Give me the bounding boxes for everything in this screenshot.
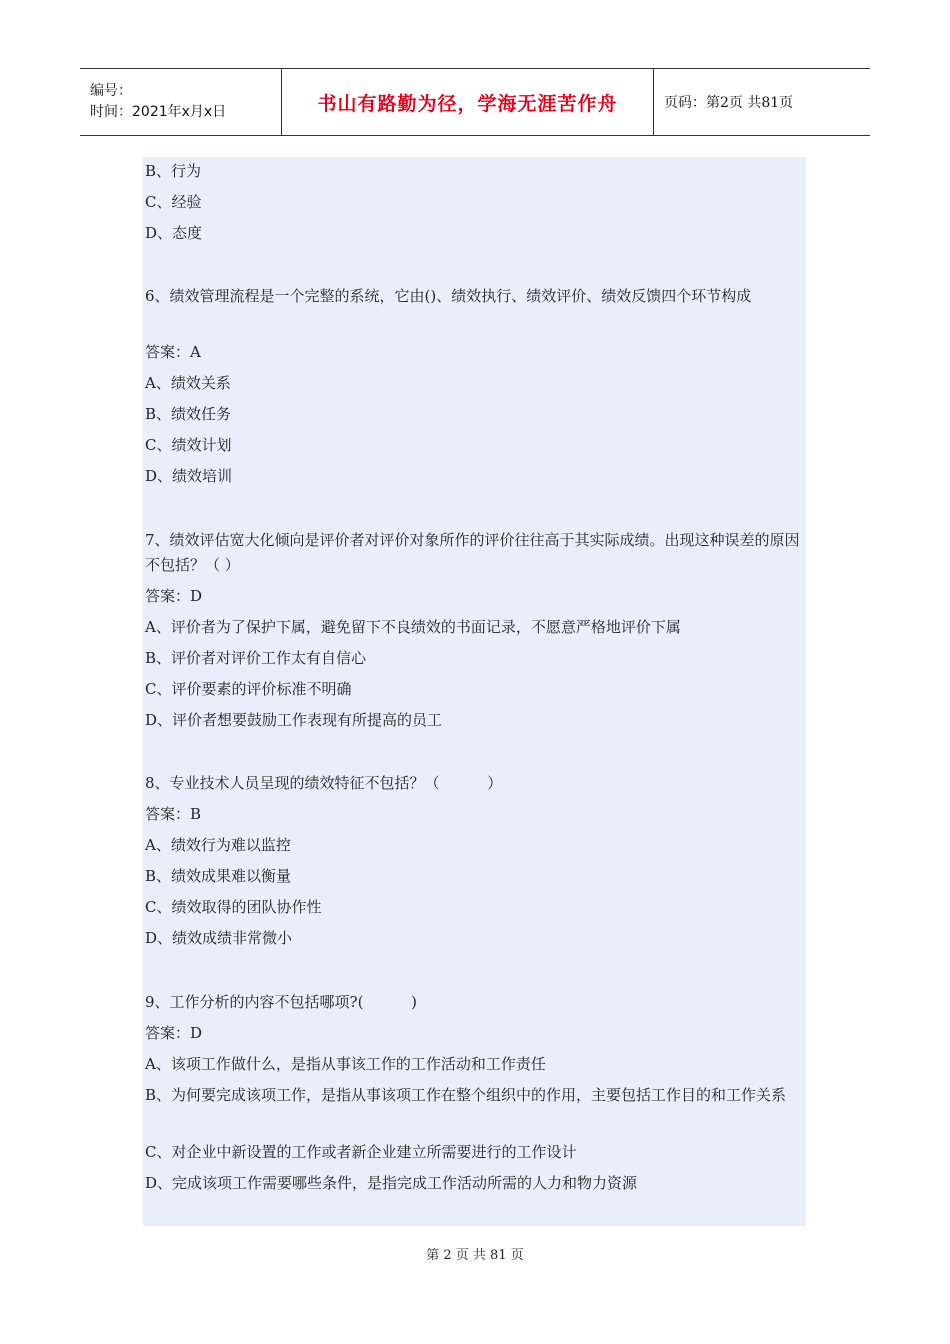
page-info: 页码：第2页 共81页 (664, 95, 794, 111)
q8-option-d: D、绩效成绩非常微小 (145, 929, 293, 947)
q9-option-d: D、完成该项工作需要哪些条件，是指完成工作活动所需的人力和物力资源 (145, 1174, 638, 1192)
q7-option-d: D、评价者想要鼓励工作表现有所提高的员工 (145, 711, 443, 729)
page-footer: 第 2 页 共 81 页 (426, 1248, 524, 1263)
q8-option-c: C、绩效取得的团队协作性 (145, 898, 322, 916)
q6-option-c: C、绩效计划 (145, 436, 232, 454)
q6-option-a: A、绩效关系 (145, 374, 231, 392)
q8-option-b: B、绩效成果难以衡量 (145, 867, 292, 885)
header-page-info (654, 69, 870, 135)
q5-option-b: B、行为 (145, 162, 202, 180)
page-header (80, 68, 870, 136)
q9-option-b: B、为何要完成该项工作，是指从事该项工作在整个组织中的作用，主要包括工作目的和工作关系 (145, 1086, 787, 1104)
q7-option-a: A、评价者为了保护下属，避免留下不良绩效的书面记录，不愿意严格地评价下属 (145, 618, 681, 636)
q6-option-d: D、绩效培训 (145, 467, 233, 485)
time-label: 时间：2021年x月x日 (90, 104, 227, 120)
q9-option-c: C、对企业中新设置的工作或者新企业建立所需要进行的工作设计 (145, 1143, 577, 1161)
q7-question: 7、绩效评估宽大化倾向是评价者对评价对象所作的评价往往高于其实际成绩。出现这种误差的原因不包括？（ ） (145, 531, 800, 574)
number-label: 编号： (90, 83, 132, 99)
q9-question: 9、工作分析的内容不包括哪项?( ) (145, 993, 417, 1011)
q7-option-b: B、评价者对评价工作太有自信心 (145, 649, 367, 667)
q9-answer: 答案：D (145, 1024, 203, 1042)
question-content (143, 157, 806, 1226)
header-motto-cell (282, 69, 654, 135)
q6-answer: 答案：A (145, 343, 201, 361)
q7-option-c: C、评价要素的评价标准不明确 (145, 680, 352, 698)
q9-option-a: A、该项工作做什么，是指从事该工作的工作活动和工作责任 (145, 1055, 546, 1073)
q5-option-d: D、态度 (145, 224, 203, 242)
q6-option-b: B、绩效任务 (145, 405, 232, 423)
header-meta (80, 69, 282, 135)
q7-answer: 答案：D (145, 587, 203, 605)
q6-question: 6、绩效管理流程是一个完整的系统，它由()、绩效执行、绩效评价、绩效反馈四个环节构成 (145, 287, 752, 305)
motto: 书山有路勤为径，学海无涯苦作舟 (317, 92, 618, 115)
q5-option-c: C、经验 (145, 193, 202, 211)
q8-answer: 答案：B (145, 805, 202, 823)
q8-option-a: A、绩效行为难以监控 (145, 836, 291, 854)
q8-question: 8、专业技术人员呈现的绩效特征不包括？（ ） (145, 774, 503, 792)
